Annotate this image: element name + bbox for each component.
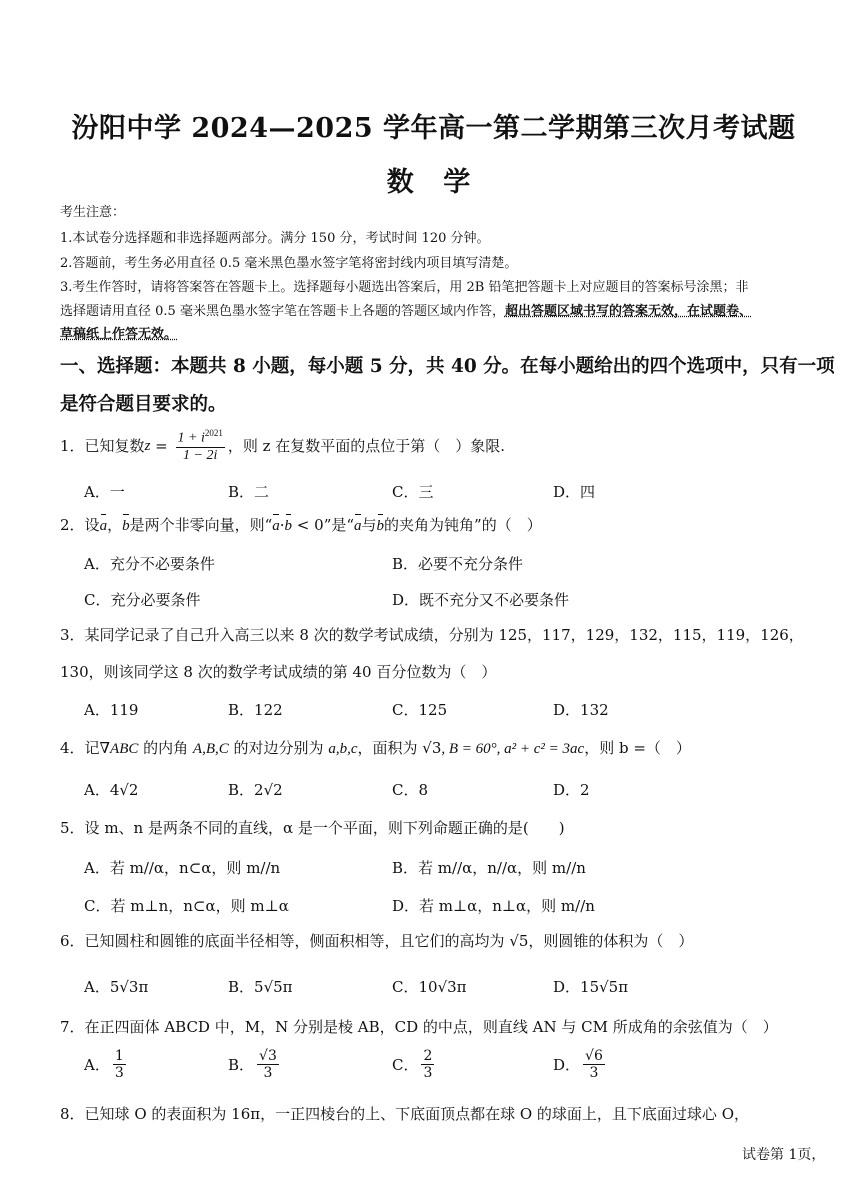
question-8-number: 8． [60, 1105, 85, 1123]
question-2-text-4: 的夹角为钝角”的（ ） [384, 516, 542, 534]
question-8-text: 已知球 O 的表面积为 16π，一正四棱台的上、下底面顶点都在球 O 的球面上，且下底面过球心 O， [84, 1105, 749, 1123]
question-7-number: 7． [60, 1018, 85, 1036]
notice-item-3-line-2 [60, 304, 752, 320]
question-5-number: 5． [60, 819, 85, 837]
question-3-stem-line-2: 130，则该同学这 8 次的数学考试成绩的第 40 百分位数为（ ） [60, 663, 497, 681]
question-5-option-a[interactable]: A．若 m//α，n⊂α，则 m//n [84, 859, 281, 877]
question-7-option-c[interactable] [392, 1048, 437, 1081]
vector-b-2: b [284, 518, 293, 534]
question-2-text-1: 设 [84, 516, 100, 534]
question-2-stem [60, 516, 542, 536]
question-1-exponent: 2021 [204, 428, 223, 438]
notice-item-1: 1.本试卷分选择题和非选择题两部分。满分 150 分，考试时间 120 分钟。 [60, 231, 490, 246]
question-2-option-d[interactable]: D．既不充分又不必要条件 [392, 591, 570, 609]
vector-a: a [99, 518, 108, 534]
question-1-eq: = [150, 436, 173, 455]
question-2-text-3: ”是“ [323, 516, 355, 534]
question-7-option-d[interactable] [553, 1048, 608, 1081]
question-7-option-b-denominator: 3 [263, 1065, 273, 1082]
question-1-option-c[interactable]: C．三 [392, 483, 434, 501]
question-7-option-b-fraction [257, 1048, 279, 1081]
question-7-option-b-numerator: √3 [259, 1048, 277, 1064]
question-6-number: 6． [60, 932, 85, 950]
question-3-option-a[interactable]: A．119 [84, 701, 139, 719]
question-3-number: 3． [60, 626, 85, 644]
vector-a-2: a [272, 518, 280, 534]
question-1-numerator-expr: 1 + i [177, 430, 205, 446]
question-7-option-d-fraction [583, 1048, 605, 1081]
question-7-option-c-label: C． [392, 1056, 419, 1075]
question-7-option-a[interactable] [84, 1048, 129, 1081]
question-4-option-a[interactable]: A．4√2 [84, 781, 139, 799]
question-2-option-a[interactable]: A．充分不必要条件 [84, 555, 215, 573]
notice-item-2: 2.答题前，考生务必用直径 0.5 毫米黑色墨水签字笔将密封线内项目填写清楚。 [60, 256, 518, 271]
question-7-option-c-denominator: 3 [423, 1065, 433, 1082]
question-3-line-1-text: 某同学记录了自己升入高三以来 8 次的数学考试成绩，分别为 125，117，129，132，115，119，126， [84, 626, 804, 644]
question-6-option-c[interactable]: C．10√3π [392, 978, 467, 996]
question-4-text-3: 的对边分别为 [228, 739, 329, 757]
question-6-option-d[interactable]: D．15√5π [553, 978, 629, 996]
vector-b: b [122, 518, 130, 534]
question-1-post: ，则 z 在复数平面的点位于第（ ）象限. [227, 436, 506, 455]
question-2-option-b[interactable]: B．必要不充分条件 [392, 555, 524, 573]
question-4-text-2: 的内角 [138, 739, 193, 757]
vector-b-3: b [376, 518, 385, 534]
question-1-pre: 已知复数 [84, 436, 145, 455]
question-3-option-c[interactable]: C．125 [392, 701, 448, 719]
question-3-stem-line-1 [60, 626, 804, 645]
question-4-triangle: ABC [110, 741, 139, 757]
question-5-stem [60, 819, 565, 838]
question-6-option-a[interactable]: A．5√3π [84, 978, 149, 996]
question-2-dot: · [279, 516, 285, 534]
question-7-option-a-denominator: 3 [114, 1065, 124, 1082]
question-7-option-c-numerator: 2 [423, 1048, 433, 1064]
question-1-stem [60, 428, 505, 464]
question-5-option-c[interactable]: C．若 m⊥n，n⊂α，则 m⊥α [84, 897, 289, 915]
question-5-option-b[interactable]: B．若 m//α，n//α，则 m//n [392, 859, 586, 877]
question-4-text-1: 记∇ [84, 739, 111, 757]
question-6-stem [60, 932, 693, 951]
question-2-option-c[interactable]: C．充分必要条件 [84, 591, 201, 609]
question-7-option-d-numerator: √6 [585, 1048, 603, 1064]
section-1-heading-line-2: 是符合题目要求的。 [60, 394, 227, 415]
question-7-option-c-fraction [421, 1048, 434, 1081]
question-4-stem [60, 739, 691, 759]
question-3-option-b[interactable]: B．122 [228, 701, 283, 719]
notice-item-3-emphasis: 超出答题区域书写的答案无效，在试题卷、 [504, 304, 752, 319]
notice-item-3-line-1: 3.考生作答时，请将答案答在答题卡上。选择题每小题选出答案后，用 2B 铅笔把答题卡上对应题目的答案标号涂黑；非 [60, 280, 749, 295]
question-5-text: 设 m、n 是两条不同的直线，α 是一个平面，则下列命题正确的是( ) [84, 819, 565, 837]
question-4-sides: a,b,c [328, 741, 358, 757]
question-1-fraction [176, 428, 225, 464]
notice-item-3-line-3: 草稿纸上作答无效。 [60, 327, 178, 342]
question-2-comma: ， [107, 516, 123, 534]
question-5-option-d[interactable]: D．若 m⊥α，n⊥α，则 m//n [392, 897, 595, 915]
exam-title: 汾阳中学 2024—2025 学年高一第二学期第三次月考试题 [71, 113, 796, 144]
question-7-text: 在正四面体 ABCD 中，M，N 分别是棱 AB，CD 的中点，则直线 AN 与 CM 所成角的余弦值为（ ） [84, 1018, 778, 1036]
notice-item-3-line-2-text: 选择题请用直径 0.5 毫米黑色墨水签字笔在答题卡上各题的答题区域内作答， [60, 304, 505, 319]
question-4-option-d[interactable]: D．2 [553, 781, 590, 799]
question-6-option-b[interactable]: B．5√5π [228, 978, 293, 996]
question-7-option-b-label: B． [228, 1056, 255, 1075]
question-1-option-b[interactable]: B．二 [228, 483, 270, 501]
question-7-option-a-fraction [113, 1048, 126, 1081]
question-4-number: 4． [60, 739, 85, 757]
question-7-option-b[interactable] [228, 1048, 282, 1081]
question-7-option-a-label: A． [84, 1056, 110, 1075]
notice-heading: 考生注意： [60, 205, 126, 220]
question-4-conditions: , B = 60°, a² + c² = 3ac [441, 741, 585, 757]
question-4-text-4: ，面积为 [357, 739, 423, 757]
vector-a-3: a [354, 518, 362, 534]
question-1-denominator: 1 − 2i [183, 447, 218, 463]
question-3-option-d[interactable]: D．132 [553, 701, 609, 719]
question-4-text-6: ，则 b =（ ） [584, 739, 691, 757]
question-7-option-d-denominator: 3 [589, 1065, 599, 1082]
question-2-number: 2． [60, 516, 85, 534]
question-4-root3: √3 [422, 739, 442, 757]
page-number: 试卷第 1页， [742, 1147, 826, 1163]
subject-title: 数 学 [386, 167, 481, 198]
question-4-option-b[interactable]: B．2√2 [228, 781, 283, 799]
question-7-stem [60, 1018, 778, 1037]
question-1-option-d[interactable]: D．四 [553, 483, 596, 501]
question-2-lt: < 0 [292, 516, 324, 534]
section-1-heading-line-1: 一、选择题：本题共 8 小题，每小题 5 分，共 40 分。在每小题给出的四个选项中，只有一项 [60, 356, 835, 377]
question-1-numerator [176, 428, 225, 448]
question-2-text-2: 是两个非零向量，则“ [129, 516, 273, 534]
question-1-var: z [144, 437, 151, 454]
question-6-text: 已知圆柱和圆锥的底面半径相等，侧面积相等，且它们的高均为 √5，则圆锥的体积为（ ） [84, 932, 694, 950]
question-7-option-a-numerator: 1 [114, 1048, 124, 1064]
question-4-option-c[interactable]: C．8 [392, 781, 429, 799]
question-4-angles: A,B,C [192, 741, 229, 757]
question-2-yu: 与 [361, 516, 377, 534]
question-1-option-a[interactable]: A．一 [84, 483, 125, 501]
question-8-stem [60, 1105, 749, 1124]
question-7-option-d-label: D． [553, 1056, 581, 1075]
question-1-number: 1． [60, 436, 85, 455]
